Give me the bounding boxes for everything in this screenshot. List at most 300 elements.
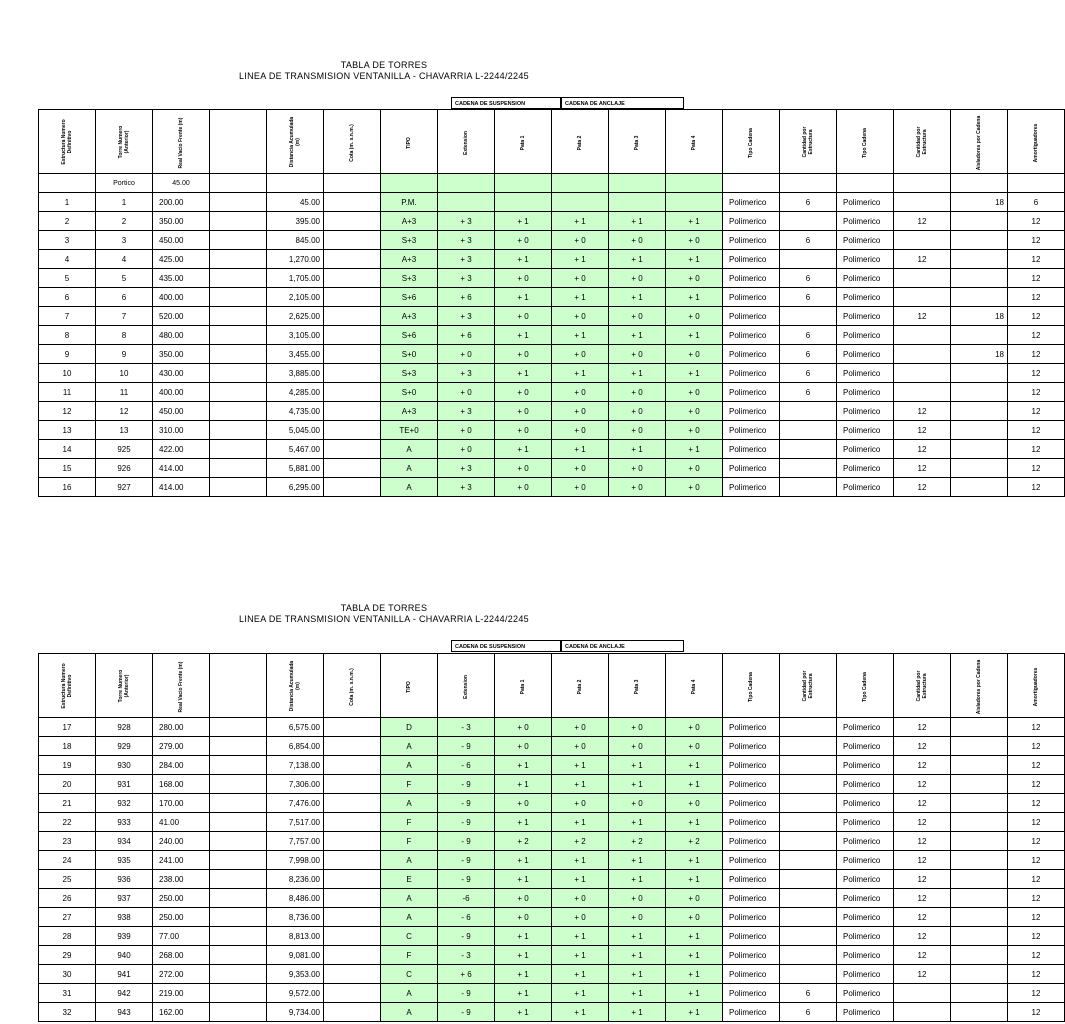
table-cell: 3,105.00 <box>267 326 324 345</box>
table-cell: 12 <box>1008 478 1065 497</box>
table-cell: 12 <box>1008 269 1065 288</box>
table-cell <box>39 174 96 193</box>
table-cell <box>381 174 438 193</box>
table-cell <box>324 307 381 326</box>
table-cell <box>324 478 381 497</box>
table-cell <box>780 212 837 231</box>
table-cell: 12 <box>1008 965 1065 984</box>
table-cell <box>324 756 381 775</box>
table-cell <box>210 402 267 421</box>
table-cell: + 1 <box>666 212 723 231</box>
table-cell: S+6 <box>381 288 438 307</box>
table-cell: + 0 <box>495 269 552 288</box>
table-cell: 12 <box>894 718 951 737</box>
table-cell: Polimerico <box>837 307 894 326</box>
column-header: Cota (m. s.n.m.) <box>324 654 381 718</box>
column-header: Cantidad por Estructura <box>894 654 951 718</box>
table-cell <box>210 870 267 889</box>
table-cell: + 0 <box>552 794 609 813</box>
table-cell: + 1 <box>609 756 666 775</box>
table-cell: + 0 <box>666 345 723 364</box>
table-cell: 12 <box>1008 326 1065 345</box>
table-cell: Polimerico <box>837 851 894 870</box>
table-cell: 23 <box>39 832 96 851</box>
table-cell: Polimerico <box>723 478 780 497</box>
table-row <box>39 478 1065 497</box>
table-cell: 241.00 <box>153 851 210 870</box>
table-cell: + 0 <box>666 718 723 737</box>
table-cell: Polimerico <box>837 870 894 889</box>
table-cell <box>780 737 837 756</box>
table-cell: + 1 <box>495 326 552 345</box>
table-cell: A <box>381 478 438 497</box>
table-cell: 350.00 <box>153 345 210 364</box>
table-cell: S+0 <box>381 345 438 364</box>
table-cell: + 0 <box>609 231 666 250</box>
table-cell <box>780 775 837 794</box>
column-header: Cantidad por Estructura <box>780 110 837 174</box>
table-cell: 6 <box>780 269 837 288</box>
table-cell <box>951 402 1008 421</box>
table-row <box>39 965 1065 984</box>
table-cell <box>951 927 1008 946</box>
table-cell: 12 <box>894 889 951 908</box>
table-cell: + 1 <box>552 288 609 307</box>
table-cell: + 0 <box>495 478 552 497</box>
table-cell <box>210 794 267 813</box>
table-cell: + 0 <box>666 908 723 927</box>
column-header: Pata 4 <box>666 110 723 174</box>
table-cell: + 1 <box>495 440 552 459</box>
table-cell: 6 <box>780 984 837 1003</box>
table-cell <box>324 794 381 813</box>
table-cell <box>894 1003 951 1022</box>
table-row <box>39 851 1065 870</box>
table-cell <box>210 421 267 440</box>
table-cell: E <box>381 870 438 889</box>
table-cell <box>951 478 1008 497</box>
table-cell: + 6 <box>438 326 495 345</box>
table-cell: + 0 <box>495 889 552 908</box>
table-cell: Polimerico <box>723 737 780 756</box>
table-cell <box>894 364 951 383</box>
table-cell: + 0 <box>609 889 666 908</box>
table-cell: Polimerico <box>837 364 894 383</box>
table-cell: 8,236.00 <box>267 870 324 889</box>
table-cell: + 1 <box>609 946 666 965</box>
table-cell: 937 <box>96 889 153 908</box>
table-cell: 450.00 <box>153 402 210 421</box>
table-cell: + 1 <box>552 250 609 269</box>
table-cell: 7 <box>96 307 153 326</box>
table-cell: 7,476.00 <box>267 794 324 813</box>
table-cell: 18 <box>951 307 1008 326</box>
table-cell: - 6 <box>438 908 495 927</box>
table-cell <box>780 402 837 421</box>
table-cell: + 0 <box>609 718 666 737</box>
table-cell: 12 <box>1008 402 1065 421</box>
table-cell: - 3 <box>438 946 495 965</box>
table-cell: A+3 <box>381 402 438 421</box>
table-cell: Polimerico <box>723 813 780 832</box>
table-cell: + 0 <box>552 231 609 250</box>
table-cell <box>210 946 267 965</box>
table-cell <box>951 383 1008 402</box>
table-cell: Polimerico <box>837 231 894 250</box>
table-cell: 3,885.00 <box>267 364 324 383</box>
table-cell: 41.00 <box>153 813 210 832</box>
table-cell: 414.00 <box>153 478 210 497</box>
table-cell: 18 <box>951 193 1008 212</box>
column-header: Amortiguadores <box>1008 654 1065 718</box>
table-cell: + 1 <box>552 1003 609 1022</box>
table-cell: + 0 <box>609 307 666 326</box>
table-cell: + 0 <box>666 269 723 288</box>
table-cell: + 1 <box>552 813 609 832</box>
table-cell: + 0 <box>438 383 495 402</box>
table-cell: Polimerico <box>837 326 894 345</box>
header-row <box>39 110 1065 174</box>
table-cell: 942 <box>96 984 153 1003</box>
table-cell <box>951 889 1008 908</box>
table-cell: 2 <box>39 212 96 231</box>
table-cell <box>324 212 381 231</box>
table-cell <box>780 813 837 832</box>
table-cell: + 1 <box>666 1003 723 1022</box>
table-cell <box>609 193 666 212</box>
table-cell: 9,734.00 <box>267 1003 324 1022</box>
table-cell: - 9 <box>438 1003 495 1022</box>
table-cell: 12 <box>1008 984 1065 1003</box>
table-cell: + 1 <box>666 870 723 889</box>
table-cell: Polimerico <box>723 851 780 870</box>
table-cell: 32 <box>39 1003 96 1022</box>
table-cell: 435.00 <box>153 269 210 288</box>
table-row <box>39 326 1065 345</box>
table-cell <box>324 851 381 870</box>
table-cell: A <box>381 756 438 775</box>
header-row <box>39 654 1065 718</box>
table-cell: C <box>381 927 438 946</box>
table-cell: 11 <box>96 383 153 402</box>
table-cell: + 0 <box>552 737 609 756</box>
table-cell <box>210 174 267 193</box>
table-cell: + 0 <box>495 737 552 756</box>
table-cell: 929 <box>96 737 153 756</box>
table-cell: F <box>381 832 438 851</box>
table-cell: 395.00 <box>267 212 324 231</box>
table-cell: 279.00 <box>153 737 210 756</box>
table-cell: 5 <box>96 269 153 288</box>
table-cell: + 1 <box>495 1003 552 1022</box>
table-cell: + 0 <box>666 231 723 250</box>
table-cell: S+3 <box>381 364 438 383</box>
table-row <box>39 250 1065 269</box>
table-cell: + 1 <box>552 440 609 459</box>
table-row <box>39 927 1065 946</box>
table-cell: 19 <box>39 756 96 775</box>
table-cell: - 9 <box>438 851 495 870</box>
table-cell: + 1 <box>495 288 552 307</box>
table-cell <box>210 984 267 1003</box>
table-cell <box>210 737 267 756</box>
table-cell: + 1 <box>495 851 552 870</box>
table-cell: 938 <box>96 908 153 927</box>
table-cell: 280.00 <box>153 718 210 737</box>
table-cell <box>210 383 267 402</box>
table-cell: + 1 <box>666 927 723 946</box>
table-cell <box>210 193 267 212</box>
table-cell: 12 <box>894 737 951 756</box>
table-row <box>39 402 1065 421</box>
table-cell: + 3 <box>438 402 495 421</box>
table-cell: 10 <box>39 364 96 383</box>
table-cell: + 1 <box>609 288 666 307</box>
table-cell: 5 <box>39 269 96 288</box>
table-cell: 9 <box>96 345 153 364</box>
table-cell: 480.00 <box>153 326 210 345</box>
table-cell: + 1 <box>552 870 609 889</box>
table-cell: Polimerico <box>837 984 894 1003</box>
table-cell: + 0 <box>552 307 609 326</box>
table-cell <box>210 364 267 383</box>
table-cell: 7 <box>39 307 96 326</box>
table-cell: Polimerico <box>723 908 780 927</box>
table-cell <box>894 326 951 345</box>
table-cell <box>951 459 1008 478</box>
table-cell: Polimerico <box>837 794 894 813</box>
table-cell: + 3 <box>438 250 495 269</box>
table-cell: + 2 <box>666 832 723 851</box>
table-cell <box>1008 174 1065 193</box>
table-cell: 6 <box>780 231 837 250</box>
table-cell: + 0 <box>552 345 609 364</box>
column-header: Estructura Numero Definitivo <box>39 110 96 174</box>
table-cell: 7,306.00 <box>267 775 324 794</box>
table-cell: + 0 <box>552 478 609 497</box>
column-header: Pata 3 <box>609 110 666 174</box>
table-cell: 935 <box>96 851 153 870</box>
table-cell <box>210 212 267 231</box>
table-cell: + 1 <box>609 984 666 1003</box>
table-cell: Polimerico <box>837 250 894 269</box>
table-cell: 11 <box>39 383 96 402</box>
table-cell: 12 <box>894 870 951 889</box>
table-row <box>39 889 1065 908</box>
table-cell: + 2 <box>609 832 666 851</box>
table-cell <box>324 775 381 794</box>
table-cell: + 0 <box>495 718 552 737</box>
table-cell: 6 <box>96 288 153 307</box>
column-header: Extension <box>438 110 495 174</box>
column-header: Real Vacio Frente (m) <box>153 654 210 718</box>
table1-suspension-header: CADENA DE SUSPENSION <box>451 97 561 109</box>
table-cell: 940 <box>96 946 153 965</box>
table-cell: 12 <box>1008 288 1065 307</box>
table-cell: A <box>381 459 438 478</box>
table-cell: Polimerico <box>837 1003 894 1022</box>
column-header: Cota (m. s.n.m.) <box>324 110 381 174</box>
column-header: Amortiguadores <box>1008 110 1065 174</box>
table-row <box>39 421 1065 440</box>
table-cell: Polimerico <box>837 927 894 946</box>
table-cell <box>324 889 381 908</box>
table-cell <box>666 193 723 212</box>
table-cell: + 1 <box>495 364 552 383</box>
table-cell: S+3 <box>381 269 438 288</box>
column-header: Estructura Numero Definitivo <box>39 654 96 718</box>
table-cell: + 0 <box>495 307 552 326</box>
table-cell: 926 <box>96 459 153 478</box>
table-cell: A+3 <box>381 307 438 326</box>
table-row <box>39 870 1065 889</box>
table-cell <box>780 250 837 269</box>
table-cell: + 0 <box>609 459 666 478</box>
column-header: Torre Numero (Anterior) <box>96 654 153 718</box>
table-row <box>39 813 1065 832</box>
table-cell: 414.00 <box>153 459 210 478</box>
table-cell: + 1 <box>666 440 723 459</box>
table-cell <box>894 288 951 307</box>
table-cell: + 1 <box>495 775 552 794</box>
table-cell <box>894 984 951 1003</box>
table-cell: A <box>381 440 438 459</box>
table-cell: 6 <box>780 383 837 402</box>
table-cell <box>210 326 267 345</box>
table-cell <box>210 889 267 908</box>
table-cell: + 1 <box>609 1003 666 1022</box>
table-cell: 1,705.00 <box>267 269 324 288</box>
table2-anclaje-header: CADENA DE ANCLAJE <box>561 640 684 652</box>
table-cell <box>951 965 1008 984</box>
table-cell: Polimerico <box>723 927 780 946</box>
table-row <box>39 946 1065 965</box>
table-cell <box>324 813 381 832</box>
table-cell <box>324 718 381 737</box>
table-cell <box>324 984 381 1003</box>
table-cell <box>894 269 951 288</box>
table-cell: 30 <box>39 965 96 984</box>
table-cell: 7,517.00 <box>267 813 324 832</box>
table-cell: + 0 <box>495 794 552 813</box>
table-cell: - 9 <box>438 813 495 832</box>
table-cell: 12 <box>894 478 951 497</box>
table-cell: F <box>381 813 438 832</box>
table-cell: 927 <box>96 478 153 497</box>
table-cell <box>609 174 666 193</box>
table-cell: Polimerico <box>837 965 894 984</box>
table-cell <box>780 307 837 326</box>
table-cell <box>210 718 267 737</box>
table-cell: 12 <box>1008 459 1065 478</box>
table-cell <box>324 927 381 946</box>
table-cell <box>324 908 381 927</box>
table-cell: 12 <box>894 794 951 813</box>
table-cell: 12 <box>894 908 951 927</box>
table-cell: A <box>381 889 438 908</box>
table-cell: + 1 <box>666 775 723 794</box>
table-cell: + 1 <box>552 927 609 946</box>
table-cell: Polimerico <box>837 737 894 756</box>
table-cell: 8,486.00 <box>267 889 324 908</box>
table-cell: + 6 <box>438 965 495 984</box>
table-cell <box>951 288 1008 307</box>
table-cell: 12 <box>894 775 951 794</box>
table-cell: 3 <box>96 231 153 250</box>
table-cell: + 1 <box>666 288 723 307</box>
table-cell <box>780 478 837 497</box>
table-cell: + 1 <box>666 984 723 1003</box>
table-cell: Polimerico <box>837 889 894 908</box>
table-cell: 12 <box>894 459 951 478</box>
table-cell: Polimerico <box>837 288 894 307</box>
table-cell: A+3 <box>381 212 438 231</box>
table-row <box>39 794 1065 813</box>
table-cell: Polimerico <box>723 1003 780 1022</box>
table-cell: S+3 <box>381 231 438 250</box>
table-cell <box>951 421 1008 440</box>
table-cell <box>780 946 837 965</box>
table-cell <box>438 174 495 193</box>
table-cell: 8,813.00 <box>267 927 324 946</box>
table-cell: 4,735.00 <box>267 402 324 421</box>
table-cell <box>951 174 1008 193</box>
table-cell <box>951 813 1008 832</box>
table-cell: + 3 <box>438 307 495 326</box>
table-cell: + 0 <box>495 345 552 364</box>
column-header: Cantidad por Estructura <box>894 110 951 174</box>
table-cell <box>951 832 1008 851</box>
table-cell: A <box>381 737 438 756</box>
table-cell: + 1 <box>666 326 723 345</box>
table-cell: Polimerico <box>723 870 780 889</box>
table-cell: 15 <box>39 459 96 478</box>
table-cell: 930 <box>96 756 153 775</box>
table-cell: 5,045.00 <box>267 421 324 440</box>
table-cell: 12 <box>894 421 951 440</box>
table-cell: - 6 <box>438 756 495 775</box>
table-cell: + 0 <box>438 440 495 459</box>
table-cell: 6 <box>780 326 837 345</box>
table-cell <box>951 851 1008 870</box>
table-cell: 219.00 <box>153 984 210 1003</box>
table-cell <box>894 383 951 402</box>
table-cell <box>324 440 381 459</box>
table-cell: 162.00 <box>153 1003 210 1022</box>
table-cell <box>210 908 267 927</box>
table-cell <box>324 250 381 269</box>
table-cell: Polimerico <box>723 231 780 250</box>
table-cell: + 1 <box>495 870 552 889</box>
table-cell: 400.00 <box>153 288 210 307</box>
table-cell: + 0 <box>666 478 723 497</box>
table-cell: 9,572.00 <box>267 984 324 1003</box>
table-cell: 6 <box>39 288 96 307</box>
table-cell: 12 <box>1008 832 1065 851</box>
column-header: Torre Numero (Anterior) <box>96 110 153 174</box>
table-cell: + 0 <box>666 459 723 478</box>
table-cell: 12 <box>1008 364 1065 383</box>
table-cell: Polimerico <box>723 832 780 851</box>
table-cell: 12 <box>894 813 951 832</box>
table-cell: 12 <box>1008 383 1065 402</box>
table-cell: 284.00 <box>153 756 210 775</box>
table-cell: + 0 <box>495 459 552 478</box>
towers-table-2 <box>38 653 1065 1022</box>
table-cell: 928 <box>96 718 153 737</box>
table-cell <box>552 193 609 212</box>
table-row <box>39 345 1065 364</box>
